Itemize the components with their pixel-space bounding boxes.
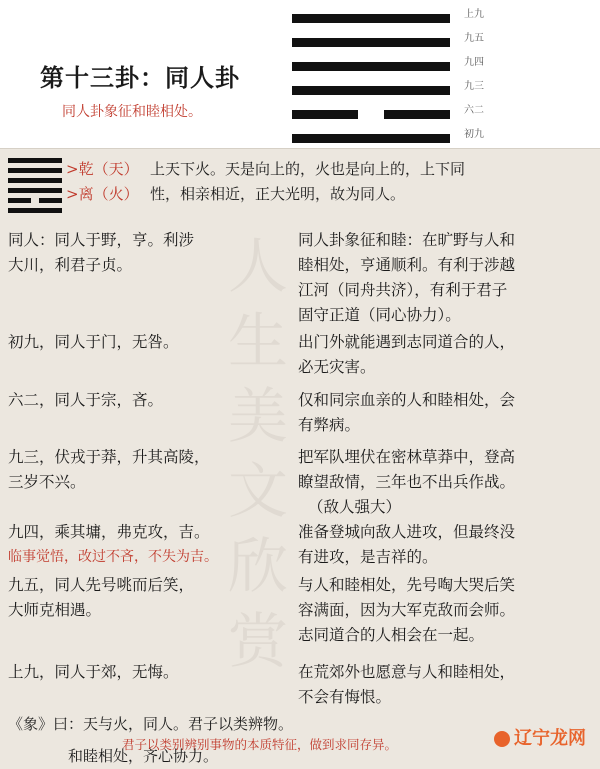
line-explain: 准备登城向敌人进攻，但最终没 xyxy=(298,523,516,541)
line-text: 上九，同人于郊，无悔。 xyxy=(8,663,179,681)
hexagram-line xyxy=(292,14,450,23)
watermark: 人 生 美 文 欣 赏 xyxy=(228,232,288,677)
line-label: 初九 xyxy=(464,129,484,140)
judgment-explain: 同人卦象征和睦：在旷野与人和 xyxy=(298,231,516,249)
line-label: 九三 xyxy=(464,81,484,92)
line-text: 大师克相遇。 xyxy=(8,601,102,619)
lower-trigram-name: >离（火） xyxy=(66,185,139,203)
line-explain: 必无灾害。 xyxy=(298,358,376,376)
judgment-text: 大川，利君子贞。 xyxy=(8,256,133,274)
judgment-text: 同人：同人于野，亨。利涉 xyxy=(8,231,195,249)
divider xyxy=(0,148,600,149)
line-explain: 容满面，因为大军克敌而会师。 xyxy=(298,601,516,619)
line-label: 上九 xyxy=(464,9,484,20)
judgment-explain: 江河（同舟共济），有利于君子 xyxy=(298,281,508,299)
line-label: 六二 xyxy=(464,105,484,116)
line-explain: 与人和睦相处，先号啕大哭后笑 xyxy=(298,576,516,594)
hexagram-line xyxy=(292,110,450,119)
line-explain: （敌人强大） xyxy=(308,498,402,516)
trigram-desc: 上天下火。天是向上的，火也是向上的，上下同 xyxy=(150,160,466,178)
judgment-explain: 睦相处，亨通顺利。有利于涉越 xyxy=(298,256,516,274)
line-explain: 有进攻，是吉祥的。 xyxy=(298,548,438,566)
line-explain: 在荒郊外也愿意与人和睦相处， xyxy=(298,663,516,681)
line-explain: 有弊病。 xyxy=(298,416,361,434)
line-explain: 志同道合的人相会在一起。 xyxy=(298,626,485,644)
line-explain: 不会有悔恨。 xyxy=(298,688,392,706)
hexagram-line xyxy=(292,86,450,95)
line-text: 六二，同人于宗，吝。 xyxy=(8,391,164,409)
line-label: 九五 xyxy=(464,33,484,44)
xiang-summary: 和睦相处，齐心协力。 xyxy=(68,747,219,765)
line-explain: 出门外就能遇到志同道合的人， xyxy=(298,333,516,351)
hexagram-symbol xyxy=(292,14,450,158)
brand-logo: 辽宁龙网 xyxy=(494,724,586,750)
xiang-text: 《象》曰：天与火，同人。君子以类辨物。 xyxy=(8,715,294,733)
line-explain: 把军队埋伏在密林草莽中，登高 xyxy=(298,448,516,466)
hexagram-line xyxy=(292,38,450,47)
line-text: 九三，伏戎于莽，升其高陵， xyxy=(8,448,210,466)
logo-icon xyxy=(494,731,510,747)
hexagram-line xyxy=(292,134,450,143)
line-label: 九四 xyxy=(464,57,484,68)
page-subtitle: 同人卦象征和睦相处。 xyxy=(62,104,202,120)
hexagram-line xyxy=(292,62,450,71)
judgment-explain: 固守正道（同心协力）。 xyxy=(298,306,461,324)
trigram-desc: 性，相亲相近，正大光明，故为同人。 xyxy=(150,185,406,203)
line-text: 初九，同人于门，无咎。 xyxy=(8,333,179,351)
xiang-commentary: 君子以类别辨别事物的本质特征，做到求同存异。 xyxy=(122,737,398,752)
line-explain: 瞭望敌情，三年也不出兵作战。 xyxy=(298,473,516,491)
line-text: 九五，同人先号咷而后笑， xyxy=(8,576,195,594)
upper-trigram-name: >乾（天） xyxy=(66,160,139,178)
line-commentary: 临事觉悟，改过不吝，不失为吉。 xyxy=(8,549,218,565)
trigram-symbol xyxy=(8,158,62,218)
line-text: 三岁不兴。 xyxy=(8,473,86,491)
page-title: 第十三卦：同人卦 xyxy=(40,64,240,92)
line-explain: 仅和同宗血亲的人和睦相处，会 xyxy=(298,391,516,409)
line-text: 九四，乘其墉，弗克攻，吉。 xyxy=(8,523,210,541)
